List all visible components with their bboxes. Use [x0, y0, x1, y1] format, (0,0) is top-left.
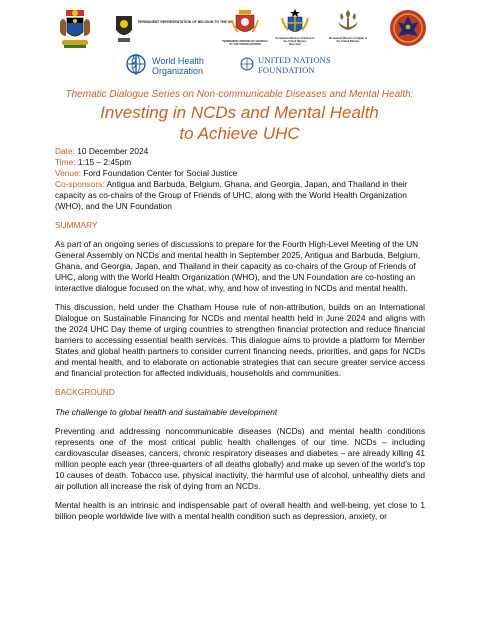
time-value: 1:15 – 2:45pm: [75, 157, 132, 167]
background-paragraph-1: Preventing and addressing noncommunicable diseases (NCDs) and mental health conditions represents one of the most critical public health challenges of our time. NCDs – including cardiovascular diseases, cancers, chronic respiratory diseases and diabetes – are already killing 41 million people each year (three-quarters of all deaths globally) and make up seven of the world’s top 10 causes of death. Tobacco use, physical inactivity, the harmful use of alcohol, unhealthy diets and air pollution all increase the risk of dying from an NCDs.: [55, 426, 425, 491]
georgia-logo: [218, 8, 272, 50]
georgia-logo-text: PERMANENT MISSION OF GEORGIA TO THE UNITED NATIONS: [222, 40, 268, 47]
belgium-emblem-icon: [112, 12, 136, 46]
time-label: Time:: [55, 157, 76, 167]
thailand-logo: [388, 8, 428, 50]
who-emblem-icon: [124, 54, 148, 76]
venue-value: Ford Foundation Center for Social Justice: [80, 168, 238, 178]
cosponsors-label: Co-sponsors:: [55, 179, 105, 189]
thailand-garuda-seal-icon: [388, 8, 428, 48]
georgia-coat-of-arms-icon: [230, 8, 260, 38]
un-foundation-emblem-icon: [238, 57, 256, 71]
un-foundation-logo-text: UNITED NATIONS FOUNDATION: [258, 55, 331, 75]
sponsor-logos-row: [58, 8, 430, 50]
venue-line: [55, 168, 425, 179]
cosponsors-value: Antigua and Barbuda, Belgium, Ghana, and Georgia, Japan, and Thailand in their capacity as co-chairs of the Group of Friends of UHC, along with the World Health Organization (WHO), and the UN Foundation: [55, 179, 408, 211]
japan-logo-text: Permanent Mission of Japan to the United Nations: [328, 37, 368, 44]
background-paragraph-2: Mental health is an intrinsic and indispensable part of overall health and well-being, yet close to 1 billion people worldwide live with a mental health condition such as depression, anxiety, or: [55, 500, 425, 521]
background-heading: BACKGROUND: [55, 387, 115, 397]
belgium-logo: [112, 8, 233, 50]
document-body: [55, 146, 425, 522]
ghana-logo-text: Permanent Mission of Ghana to the United Nations New York: [275, 37, 315, 47]
japan-paulownia-icon: [334, 8, 362, 36]
japan-logo: [320, 8, 376, 50]
ghana-logo: [268, 8, 322, 50]
ghana-coat-of-arms-icon: [280, 8, 310, 36]
antigua-coat-of-arms-icon: [58, 8, 92, 50]
summary-paragraph-2: This discussion, held under the Chatham House rule of non-attribution, builds on an International Dialogue on Sustainable Financing for NCDs and mental health held in June 2024 and aligns with the 2024 UHC Day theme of urging countries to strengthen financial protection and reduce financial barriers to accessing essential health services. This dialogue aims to provide a platform for Member States and global health partners to consider current financing needs, priorities, and gaps for NCDs and mental health, and to elaborate on actionable strategies that can secure greater service access and financial protection for affected individuals, households and communities.: [55, 302, 425, 378]
summary-heading: SUMMARY: [55, 220, 98, 230]
partner-logos-row: [124, 54, 364, 76]
belgium-logo-text: PERMANENT REPRESENTATION OF BELGIUM TO THE UN: [138, 20, 233, 24]
venue-label: Venue:: [55, 168, 81, 178]
cosponsors-line: [55, 179, 425, 212]
time-line: [55, 157, 425, 168]
title-line-2: to Achieve UHC: [179, 124, 300, 143]
who-logo-text: World Health Organization: [152, 56, 204, 76]
date-value: 10 December 2024: [74, 146, 149, 156]
date-line: [55, 146, 425, 157]
summary-paragraph-1: As part of an ongoing series of discussions to prepare for the Fourth High-Level Meeting of the UN General Assembly on NCDs and mental health in September 2025, Antigua and Barbuda, Belgium, Ghana, and Georgia, Japan, and Thailand in their capacity as co-chairs of the Group of Friends of UHC, along with the World Health Organization (WHO), and the UN Foundation are co-hosting an interactive dialogue focused on the what, why, and how of investing in NCDs and mental health.: [55, 239, 421, 293]
background-subheading: The challenge to global health and sustainable development: [55, 407, 278, 417]
title-line-1: Investing in NCDs and Mental Health: [100, 103, 379, 122]
date-label: Date:: [55, 146, 75, 156]
page-title: [0, 102, 479, 144]
series-subtitle: Thematic Dialogue Series on Non-communicable Diseases and Mental Health:: [65, 89, 414, 100]
